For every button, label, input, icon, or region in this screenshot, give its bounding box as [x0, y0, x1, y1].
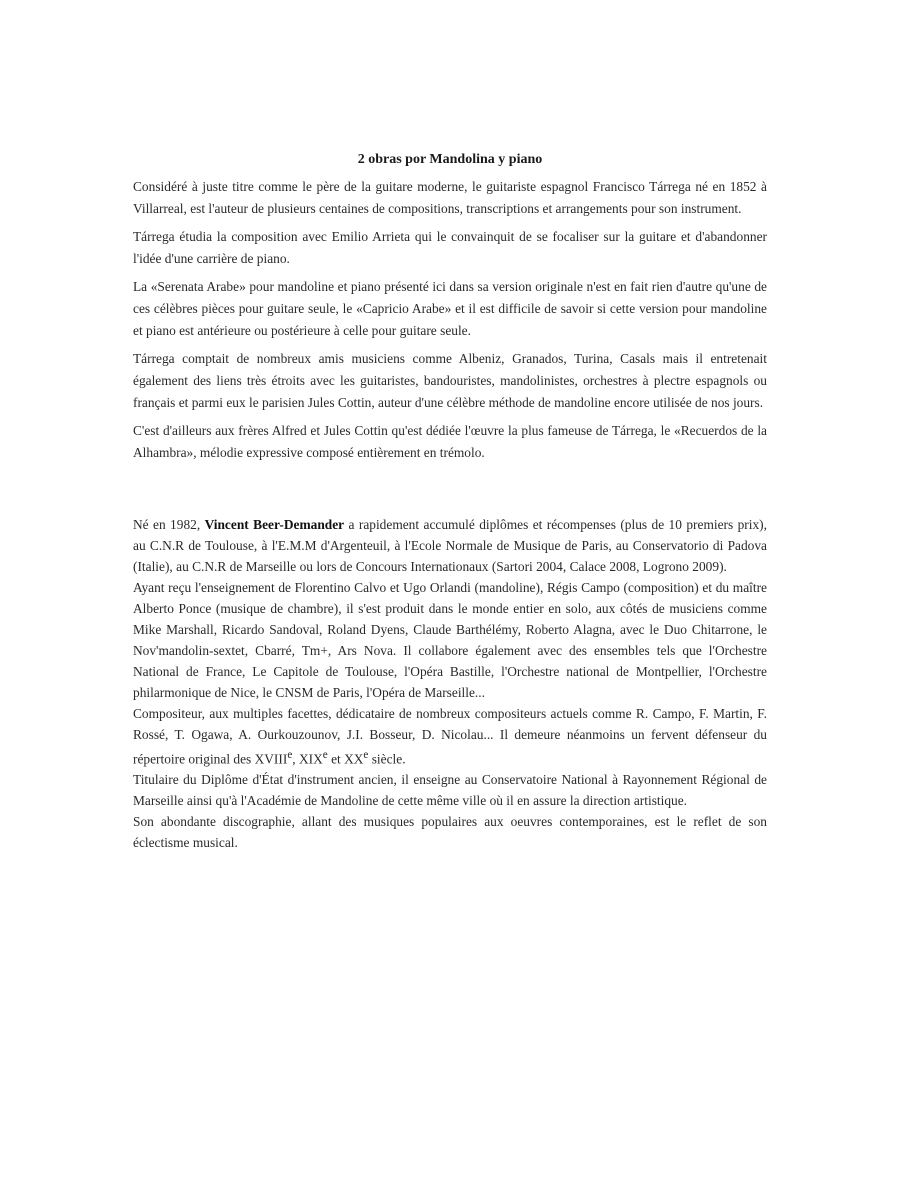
- superscript: e: [322, 749, 328, 761]
- artist-name: Vincent Beer-Demander: [204, 517, 345, 532]
- bio-text: et XX: [327, 751, 364, 767]
- bio-text: , XIX: [292, 751, 323, 767]
- bio-paragraph: Ayant reçu l'enseignement de Florentino Calvo et Ugo Orlandi (mandoline), Régis Campo (composition) et du maître Alberto Ponce (musique de chambre), il s'est produit dans le monde entier en solo, aux côtés de musiciens comme Mike Marshall, Ricardo Sandoval, Roland Dyens, Claude Barthélémy, Roberto Alagna, avec le Duo Chitarrone, le Nov'mandolin-sextet, Cbarré, Tm+, Ars Nova. Il collabore également avec des ensembles tels que l'Orchestre National de France, Le Capitole de Toulouse, l'Opéra Bastille, l'Orchestre national de Montpellier, l'Orchestre philarmonique de Nice, le CNSM de Paris, l'Opéra de Marseille...: [133, 580, 767, 700]
- intro-paragraph: C'est d'ailleurs aux frères Alfred et Jules Cottin qu'est dédiée l'œuvre la plus fameuse de Tárrega, le «Recuerdos de la Alhambra», mélodie expressive composé entièrement en trémolo.: [133, 423, 767, 460]
- intro-paragraph: Tárrega étudia la composition avec Emilio Arrieta qui le convainquit de se focaliser sur la guitare et d'abandonner l'idée d'une carrière de piano.: [133, 229, 767, 266]
- bio-text: Compositeur, aux multiples facettes, dédicataire de nombreux compositeurs actuels comme R. Campo, F. Martin, F. Rossé, T. Ogawa, A. Ourkouzounov, J.I. Bosseur, D. Nicolau... Il demeure néanmoins un fervent défenseur du répertoire original des XVIII: [133, 706, 767, 767]
- bio-paragraph: [133, 514, 767, 577]
- bio-paragraph: Son abondante discographie, allant des musiques populaires aux oeuvres contemporaines, est le reflet de son éclectisme musical.: [133, 814, 767, 851]
- bio-paragraph: [133, 703, 767, 769]
- superscript: e: [287, 749, 293, 761]
- bio-text: a rapidement accumulé diplômes et récompenses (plus de 10 premiers prix), au C.N.R de Toulouse, à l'E.M.M d'Argenteuil, à l'Ecole Normale de Musique de Paris, au Conservatorio di Padova (Italie), au C.N.R de Marseille ou lors de Concours Internationaux (Sartori 2004, Calace 2008, Logrono 2009).: [133, 517, 767, 574]
- document-title: 2 obras por Mandolina y piano: [357, 152, 543, 167]
- intro-section: [133, 176, 767, 464]
- bio-paragraph: Titulaire du Diplôme d'État d'instrument ancien, il enseigne au Conservatoire National à Rayonnement Régional de Marseille ainsi qu'à l'Académie de Mandoline de cette même ville où il en assure la direction artistique.: [133, 772, 767, 809]
- superscript: e: [363, 749, 369, 761]
- biography-section: [133, 514, 767, 853]
- intro-paragraph: Considéré à juste titre comme le père de la guitare moderne, le guitariste espagnol Francisco Tárrega né en 1852 à Villarreal, est l'auteur de plusieurs centaines de compositions, transcriptions et arrangements pour son instrument.: [133, 179, 767, 216]
- intro-paragraph: La «Serenata Arabe» pour mandoline et piano présenté ici dans sa version originale n'est en fait rien d'autre qu'une de ces célèbres pièces pour guitare seule, le «Capricio Arabe» et il est difficile de savoir si cette version pour mandoline et piano est antérieure ou postérieure à celle pour guitare seule.: [133, 279, 767, 338]
- document-page: [133, 150, 767, 853]
- intro-paragraph: Tárrega comptait de nombreux amis musiciens comme Albeniz, Granados, Turina, Casals mais il entretenait également des liens très étroits avec les guitaristes, bandouristes, mandolinistes, orchestres à plectre espagnols ou français et parmi eux le parisien Jules Cottin, auteur d'une célèbre méthode de mandoline encore utilisée de nos jours.: [133, 351, 767, 410]
- bio-text: Né en 1982,: [133, 517, 205, 532]
- bio-text: siècle.: [368, 751, 406, 767]
